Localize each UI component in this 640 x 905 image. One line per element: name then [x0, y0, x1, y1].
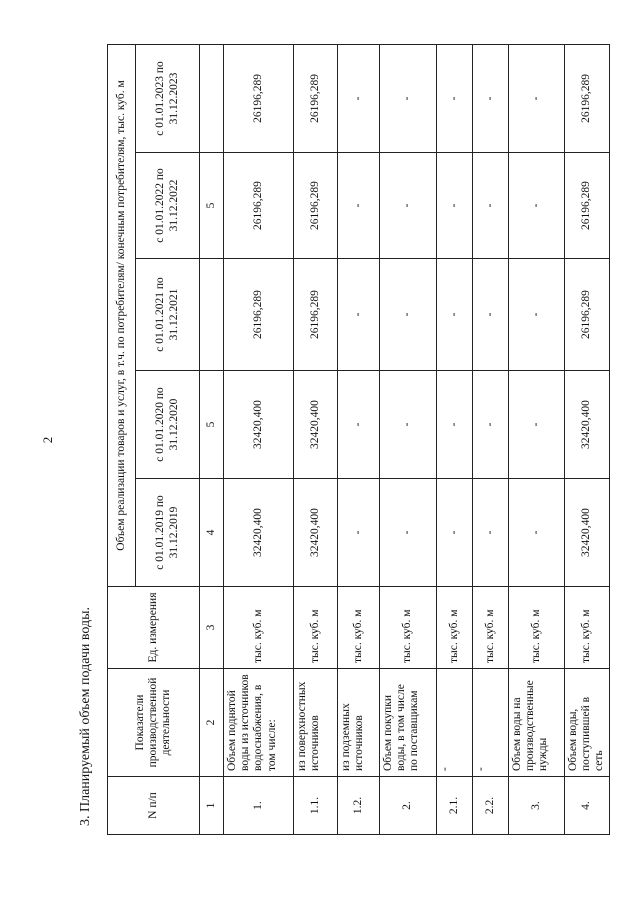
row-value: - [338, 259, 380, 371]
row-value: - [473, 479, 509, 587]
column-number: 2 [200, 669, 224, 777]
column-number [200, 44, 224, 152]
row-value: - [509, 44, 565, 152]
row-value: - [338, 479, 380, 587]
table-row [294, 44, 338, 834]
row-indicator: - [437, 669, 473, 777]
row-value: 32420,400 [294, 479, 338, 587]
table-row [473, 44, 509, 834]
row-value: 26196,289 [565, 259, 610, 371]
row-value: - [380, 259, 437, 371]
row-value: - [380, 371, 437, 479]
row-number: 1. [224, 777, 294, 835]
column-number: 5 [200, 371, 224, 479]
header-period-2023: с 01.01.2023 по 31.12.2023 [136, 44, 200, 152]
table-row [224, 44, 294, 834]
row-unit: тыс. куб. м [509, 587, 565, 669]
header-period-2019: с 01.01.2019 по 31.12.2019 [136, 479, 200, 587]
header-period-2020: с 01.01.2020 по 31.12.2020 [136, 371, 200, 479]
column-number: 3 [200, 587, 224, 669]
row-value: - [338, 371, 380, 479]
row-indicator: Объем покупки воды, в том числе по поставщикам [380, 669, 437, 777]
row-value: 32420,400 [224, 479, 294, 587]
row-value: 32420,400 [565, 371, 610, 479]
header-row-top [108, 44, 136, 834]
row-unit: тыс. куб. м [473, 587, 509, 669]
column-number: 5 [200, 153, 224, 259]
row-indicator: из поверхностных источников [294, 669, 338, 777]
table-row [565, 44, 610, 834]
row-number: 3. [509, 777, 565, 835]
row-value: - [473, 153, 509, 259]
row-value: - [437, 479, 473, 587]
row-value: - [338, 44, 380, 152]
row-value: - [509, 259, 565, 371]
header-volume: Объем реализации товаров и услуг, в т.ч. по потребителям/ конечным потребителям, тыс. куб. м [108, 44, 136, 586]
table-row [437, 44, 473, 834]
header-num: N п/п [108, 777, 200, 835]
row-number: 4. [565, 777, 610, 835]
row-value: - [437, 371, 473, 479]
section-title: 3. Планируемый объем подачи воды. [78, 606, 93, 826]
header-indicator: Показатели производственной деятельности [108, 669, 200, 777]
row-value: - [509, 371, 565, 479]
row-indicator: Объем поднятой воды из источников водоснабжения, в том числе: [224, 669, 294, 777]
header-period-2022: с 01.01.2022 по 31.12.2022 [136, 153, 200, 259]
row-value: 26196,289 [565, 153, 610, 259]
row-number: 1.2. [338, 777, 380, 835]
row-value: - [473, 44, 509, 152]
row-indicator: Объем воды, поступившей в сеть [565, 669, 610, 777]
row-value: 26196,289 [565, 44, 610, 152]
row-number: 2. [380, 777, 437, 835]
row-number: 2.2. [473, 777, 509, 835]
row-value: 32420,400 [565, 479, 610, 587]
table-row [380, 44, 437, 834]
row-value: 26196,289 [224, 259, 294, 371]
row-value: - [473, 371, 509, 479]
row-indicator: Объем воды на производственные нужды [509, 669, 565, 777]
row-value: 32420,400 [294, 371, 338, 479]
row-unit: тыс. куб. м [565, 587, 610, 669]
row-value: - [338, 153, 380, 259]
row-unit: тыс. куб. м [437, 587, 473, 669]
row-indicator: - [473, 669, 509, 777]
row-value: 26196,289 [224, 153, 294, 259]
row-value: - [509, 479, 565, 587]
rotated-table-container [107, 45, 606, 835]
row-value: 26196,289 [294, 259, 338, 371]
column-number [200, 259, 224, 371]
column-number: 1 [200, 777, 224, 835]
row-value: 32420,400 [224, 371, 294, 479]
row-unit: тыс. куб. м [380, 587, 437, 669]
row-value: - [509, 153, 565, 259]
row-indicator: из подземных источников [338, 669, 380, 777]
row-number: 1.1. [294, 777, 338, 835]
row-value: - [437, 259, 473, 371]
row-number: 2.1. [437, 777, 473, 835]
column-number-row [200, 44, 224, 834]
row-value: - [380, 479, 437, 587]
table-row [509, 44, 565, 834]
row-unit: тыс. куб. м [294, 587, 338, 669]
row-value: - [380, 153, 437, 259]
header-unit: Ед. измерения [108, 587, 200, 669]
header-period-2021: с 01.01.2021 по 31.12.2021 [136, 259, 200, 371]
water-supply-table [107, 44, 610, 835]
row-value: 26196,289 [294, 44, 338, 152]
page-number: 2 [40, 436, 55, 444]
row-value: 26196,289 [294, 153, 338, 259]
row-value: - [380, 44, 437, 152]
row-value: - [437, 44, 473, 152]
column-number: 4 [200, 479, 224, 587]
row-value: - [437, 153, 473, 259]
row-value: - [473, 259, 509, 371]
table-row [338, 44, 380, 834]
row-unit: тыс. куб. м [338, 587, 380, 669]
row-unit: тыс. куб. м [224, 587, 294, 669]
row-value: 26196,289 [224, 44, 294, 152]
